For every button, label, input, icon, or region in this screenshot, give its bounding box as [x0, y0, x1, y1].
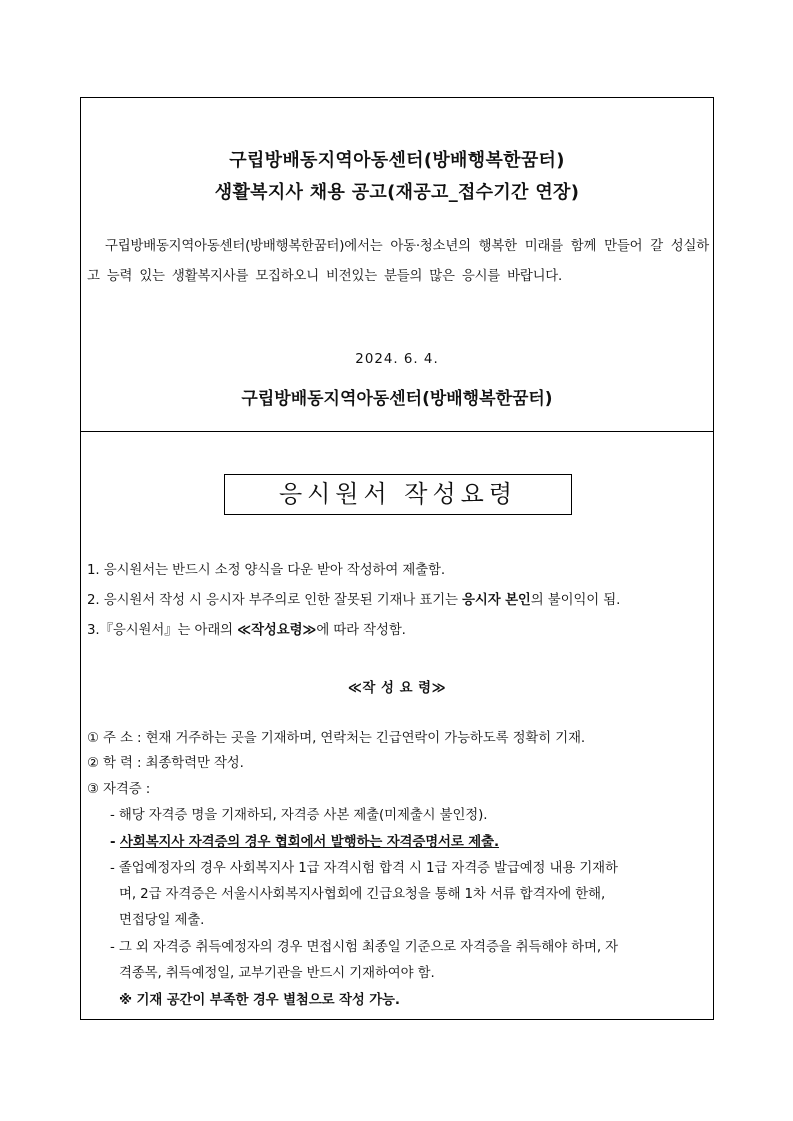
cert-rule-1: - 해당 자격증 명을 기재하되, 자격증 사본 제출(미제출시 불인정).	[110, 808, 488, 823]
rule-certificate-label: ③ 자격증 :	[87, 782, 151, 797]
rule-address: ① 주 소 : 현재 거주하는 곳을 기재하며, 연락처는 긴급연락이 가능하도록 정확히 기재.	[87, 731, 586, 746]
rule-education: ② 학 력 : 최종학력만 작성.	[87, 756, 244, 771]
title-line-2: 생활복지사 채용 공고(재공고_접수기간 연장)	[214, 182, 580, 203]
cert-rule-2-text: 사회복지사 자격증의 경우 협회에서 발행하는 자격증명서로 제출.	[120, 835, 499, 850]
section-title: ≪작 성 요 령≫	[347, 681, 447, 696]
note-attachment: ※ 기재 공간이 부족한 경우 별첨으로 작성 가능.	[119, 993, 400, 1008]
section-divider	[81, 431, 713, 432]
guide-item-1: 1. 응시원서는 반드시 소정 양식을 다운 받아 작성하여 제출함.	[87, 563, 446, 578]
guide-item-3-bold: ≪작성요령≫	[237, 623, 317, 638]
guide-item-2	[87, 589, 620, 608]
organization-name: 구립방배동지역아동센터(방배행복한꿈터)	[241, 389, 553, 409]
guide-item-2-post: 의 불이익이 됨.	[530, 593, 621, 608]
cert-rule-3b: 며, 2급 자격증은 서울시사회복지사협회에 긴급요청을 통해 1차 서류 합격자에 한해,	[119, 887, 606, 902]
guide-item-3	[87, 619, 406, 638]
guide-item-2-pre: 2. 응시원서 작성 시 응시자 부주의로 인한 잘못된 기재나 표기는	[87, 593, 463, 608]
cert-rule-4b: 격종목, 취득예정일, 교부기관을 반드시 기재하여야 함.	[119, 966, 435, 981]
title-line-1: 구립방배동지역아동센터(방배행복한꿈터)	[229, 150, 565, 171]
cert-rule-2	[110, 831, 499, 850]
guide-item-3-post: 에 따라 작성함.	[316, 623, 406, 638]
cert-rule-3c: 면접당일 제출.	[119, 913, 205, 928]
guide-box-title: 응시원서 작성요령	[224, 474, 572, 515]
cert-rule-4a: - 그 외 자격증 취득예정자의 경우 면접시험 최종일 기준으로 자격증을 취득해야 하며, 자	[110, 940, 619, 955]
notice-frame	[80, 97, 714, 1020]
intro-paragraph: 구립방배동지역아동센터(방배행복한꿈터)에서는 아동·청소년의 행복한 미래를 함께 만들어 갈 성실하고 능력 있는 생활복지사를 모집하오니 비전있는 분들의 많은 응시를 바랍니다.	[87, 239, 709, 284]
notice-date: 2024. 6. 4.	[355, 352, 439, 367]
cert-rule-2-dash: -	[110, 835, 121, 850]
cert-rule-3a: - 졸업예정자의 경우 사회복지사 1급 자격시험 합격 시 1급 자격증 발급예정 내용 기재하	[110, 861, 618, 876]
guide-item-3-pre: 3.『응시원서』는 아래의	[87, 623, 238, 638]
guide-item-2-bold: 응시자 본인	[462, 593, 531, 608]
